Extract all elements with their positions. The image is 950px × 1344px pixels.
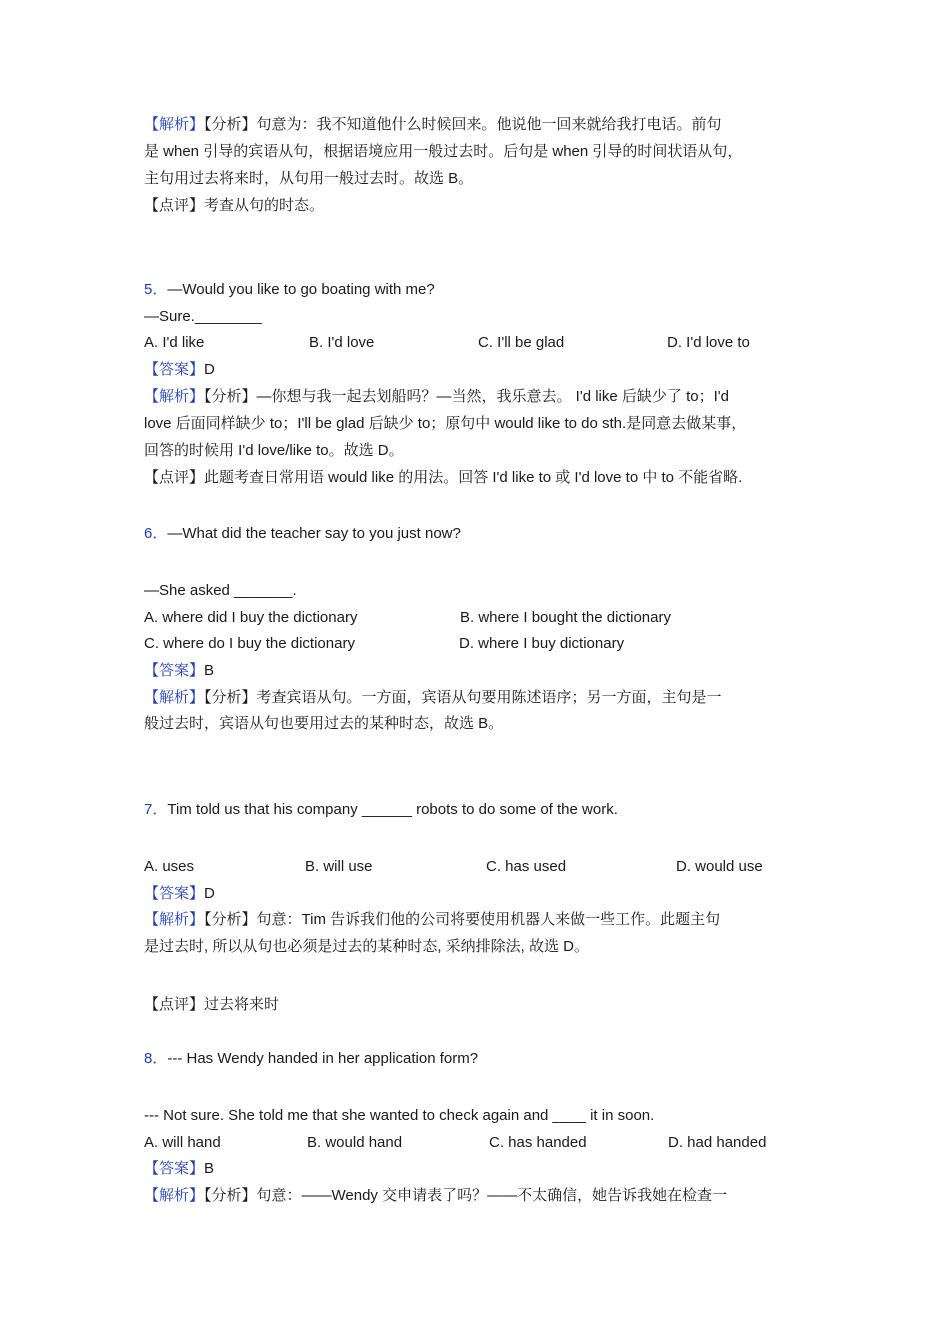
q6-answer-tag: 【答案】 [144,662,205,679]
q8-option-c: C. has handed [489,1134,587,1151]
q7-stem: Tim told us that his company ______ robots to do some of the work. [167,801,618,818]
q6-stem: —What did the teacher say to you just now? [167,525,461,542]
prev-analysis-line-3: 主句用过去将来时，从句用一般过去时。故选 B。 [144,170,474,187]
q5-analysis-line-3: 回答的时候用 I'd love/like to。故选 D。 [144,442,404,459]
q7-comment: 【点评】过去将来时 [144,996,280,1013]
q8-stem: --- Has Wendy handed in her application form? [167,1050,479,1067]
q7-option-a: A. uses [144,858,195,875]
q7-option-b: B. will use [305,858,373,875]
q7-analysis-line-2: 是过去时, 所以从句也必须是过去的某种时态, 采纳排除法, 故选 D。 [144,938,590,955]
q7-number: 7． [144,801,168,818]
q6-stem-line [144,523,810,545]
q8-option-d: D. had handed [668,1134,767,1151]
prev-analysis-line-2: 是 when 引导的宾语从句，根据语境应用一般过去时。后句是 when 引导的时间状语从句， [144,143,743,160]
q5-option-b: B. I'd love [309,334,375,351]
q5-number: 5． [144,281,168,298]
q8-stem-line [144,1048,810,1070]
q8-analysis-tag: 【解析】 [144,1187,205,1204]
q7-option-c: C. has used [486,858,567,875]
q8-analysis-line-1 [144,1185,810,1207]
q7-answer-tag: 【答案】 [144,885,205,902]
q6-answer-line [144,660,810,682]
q7-analysis-line-1 [144,909,810,931]
q5-line2: —Sure.________ [144,308,262,325]
q5-analysis-text: 【分析】—你想与我一起去划船吗？—当然，我乐意去。 I'd like 后缺少了 to；I'd [204,388,729,405]
q6-answer: B [204,662,215,679]
q5-stem: —Would you like to go boating with me? [167,281,435,298]
q8-number: 8． [144,1050,168,1067]
q6-option-c: C. where do I buy the dictionary [144,635,355,652]
q6-analysis-line-2: 般过去时，宾语从句也要用过去的某种时态，故选 B。 [144,715,504,732]
q8-answer: B [204,1160,215,1177]
q8-answer-line [144,1158,810,1180]
prev-analysis-line-1 [144,114,810,136]
q5-stem-line [144,279,810,301]
q7-analysis-text: 【分析】句意：Tim 告诉我们他的公司将要使用机器人来做一些工作。此题主句 [204,911,721,928]
q7-option-d: D. would use [676,858,763,875]
q5-analysis-tag: 【解析】 [144,388,205,405]
q7-answer: D [204,885,215,902]
q6-option-d: D. where I buy dictionary [459,635,625,652]
prev-comment: 【点评】考查从句的时态。 [144,197,325,214]
q8-option-a: A. will hand [144,1134,221,1151]
q8-answer-tag: 【答案】 [144,1160,205,1177]
q8-line2: --- Not sure. She told me that she wanted to check again and ____ it in soon. [144,1107,655,1124]
q5-analysis-line-2: love 后面同样缺少 to；I'll be glad 后缺少 to；原句中 would like to do sth.是同意去做某事， [144,415,747,432]
q5-answer-tag: 【答案】 [144,361,205,378]
q5-analysis-line-1 [144,386,810,408]
q6-analysis-line-1 [144,687,810,709]
q5-option-c: C. I'll be glad [478,334,565,351]
q5-answer: D [204,361,215,378]
analysis-tag: 【解析】 [144,116,205,133]
q5-answer-line [144,359,810,381]
analysis-text: 【分析】句意为：我不知道他什么时候回来。他说他一回来就给我打电话。前句 [204,116,722,133]
q7-answer-line [144,883,810,905]
q7-stem-line [144,799,810,821]
q6-line2: —She asked _______. [144,582,297,599]
q8-analysis-text: 【分析】句意：——Wendy 交申请表了吗？——不太确信，她告诉我她在检查一 [204,1187,728,1204]
q7-analysis-tag: 【解析】 [144,911,205,928]
q5-comment: 【点评】此题考查日常用语 would like 的用法。回答 I'd like to 或 I'd love to 中 to 不能省略. [144,469,743,486]
q5-option-d: D. I'd love to [667,334,750,351]
q6-option-b: B. where I bought the dictionary [460,609,671,626]
q5-option-a: A. I'd like [144,334,205,351]
q6-number: 6． [144,525,168,542]
q6-option-a: A. where did I buy the dictionary [144,609,358,626]
q8-option-b: B. would hand [307,1134,403,1151]
q6-analysis-tag: 【解析】 [144,689,205,706]
q6-analysis-text: 【分析】考查宾语从句。一方面，宾语从句要用陈述语序；另一方面，主句是一 [204,689,722,706]
